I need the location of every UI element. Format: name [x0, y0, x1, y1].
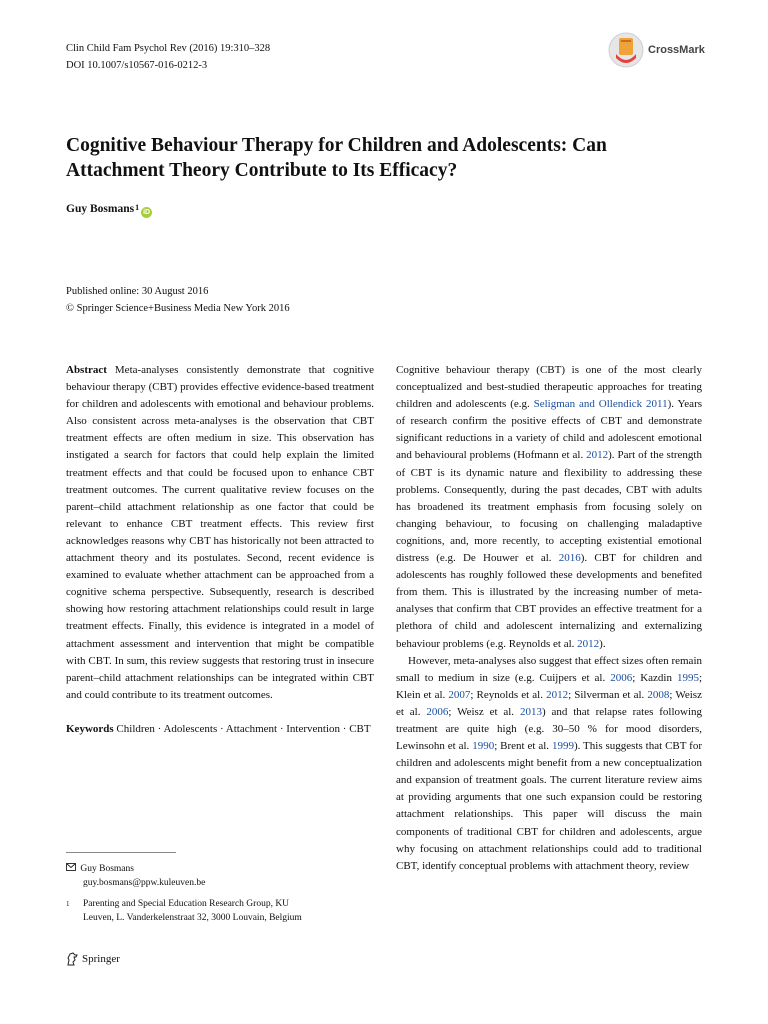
citation-link[interactable]: 2012	[577, 637, 600, 650]
crossmark-icon	[608, 32, 644, 68]
text-run: ; Reynolds et al.	[470, 688, 547, 701]
text-run: ; Brent et al.	[494, 740, 552, 753]
citation-link[interactable]: 2016	[558, 552, 581, 565]
text-run: ). Part of the strength of CBT is its dynamic nature and flexibility to addressing these problems. Consequently, during the past decades, CBT with adults has broadened its treatment emphasis from focusing solely on changing behaviour, to focusing on challenging maladaptive cognitions, and, more recently, to accepting existential emotional distress (e.g. De Houwer et al.	[396, 449, 702, 565]
citation-link[interactable]: 2008	[647, 688, 670, 701]
paragraph-1	[396, 362, 702, 653]
affil-line: Parenting and Special Education Research Group, KU	[83, 899, 290, 909]
text-run: ; Kazdin	[632, 671, 677, 684]
orcid-icon[interactable]: iD	[143, 209, 151, 216]
publisher-name: Springer	[82, 953, 120, 965]
citation-link[interactable]: 2013	[519, 705, 542, 718]
paragraph-2	[396, 653, 702, 875]
crossmark-badge[interactable]	[608, 31, 728, 69]
affil-line: Leuven, L. Vanderkelenstraat 32, 3000 Louvain, Belgium	[83, 913, 302, 923]
doi[interactable]: DOI 10.1007/s10567-016-0212-3	[66, 60, 208, 71]
contact-email[interactable]: guy.bosmans@ppw.kuleuven.be	[83, 878, 206, 888]
affiliation-footnote	[66, 897, 302, 925]
citation-link[interactable]: Seligman and Ollendick	[533, 398, 646, 411]
author-name[interactable]: Guy Bosmans	[66, 203, 135, 215]
citation-link[interactable]: 2006	[610, 671, 633, 684]
publication-info	[66, 283, 290, 317]
citation-link[interactable]: 2006	[426, 705, 449, 718]
journal-citation: Clin Child Fam Psychol Rev (2016) 19:310–328	[66, 43, 271, 54]
publisher-logo	[66, 952, 120, 966]
text-run: ) and that relapse rates following treatment are quite high (e.g. 30–50 % for mood disorders, Lewinsohn et al.	[396, 705, 702, 753]
text-run: ).	[599, 637, 606, 650]
text-run: However, meta-analyses also suggest that effect sizes often remain small to medium in size (e.g. Cuijpers et al.	[396, 654, 702, 684]
right-column	[396, 362, 702, 875]
article-title: Cognitive Behaviour Therapy for Children and Adolescents: Can Attachment Theory Contribute to Its Efficacy?	[66, 135, 607, 181]
citation-link[interactable]: 1995	[676, 671, 699, 684]
author-affil-mark: 1	[135, 203, 140, 212]
text-run: ; Silverman et al.	[568, 688, 648, 701]
footnote-divider	[66, 852, 176, 853]
author-line	[66, 203, 152, 218]
affil-mark: 1	[66, 900, 70, 908]
citation-link[interactable]: 2012	[586, 449, 609, 462]
crossmark-label: CrossMark	[648, 44, 705, 56]
left-column	[66, 362, 374, 738]
published-date: Published online: 30 August 2016	[66, 286, 209, 297]
journal-header	[66, 40, 270, 74]
text-run: ; Klein et al.	[396, 671, 702, 701]
text-run: Cognitive behaviour therapy (CBT) is one of the most clearly conceptualized and best-studied therapeutic approaches for treating children and adolescents (e.g.	[396, 364, 702, 411]
text-run: ; Weisz et al.	[396, 688, 702, 718]
citation-link[interactable]: 1990	[472, 740, 495, 753]
contact-name: Guy Bosmans	[80, 864, 134, 874]
corresponding-author	[66, 862, 205, 890]
citation-link[interactable]: 2007	[448, 688, 471, 701]
abstract-label: Abstract	[66, 364, 107, 376]
envelope-icon	[66, 862, 78, 876]
text-run: ). This suggests that CBT for children and adolescents might benefit from a new conceptualization and expansion of treatment goals. The current literature review aims at providing arguments that one such expansion could be restoring attachment relationships. This paper will discuss the main components of traditional CBT for children and adolescents, argue why focusing on attachment relationships could add to traditional CBT, identify conceptual problems with attachment theory, review	[396, 740, 702, 872]
abstract-text: Meta-analyses consistently demonstrate that cognitive behaviour therapy (CBT) provides effective evidence-based treatment for children and adolescents with emotional and behaviour problems. Also consistent across meta-analyses is the observation that CBT treatment effects are often medium in size. This observation has instigated a search for factors that could help explain the limited treatment effects and that could be focused upon to enhance CBT treatment outcomes. The current qualitative review focuses on the parent–child attachment relationship as one factor that could be relevant to enhance CBT treatment effects. This review first acknowledges reasons why CBT has historically not been attracted to attachment theory and its postulates. Second, recent evidence is examined to evaluate whether attachment can be approached from a cognitive schema perspective. Subsequently, research is described showing how restoring attachment relationships could result in large treatment effects. Finally, this evidence is integrated in a model of attachment assessment and intervention that might be compatible with CBT. In sum, this review suggests that restoring trust in insecure parent–child attachment relationships can be integrated within CBT and could contribute to its treatment outcomes.	[66, 364, 374, 701]
keywords-label: Keywords	[66, 722, 114, 735]
copyright: © Springer Science+Business Media New York 2016	[66, 303, 290, 314]
keywords-text: Children · Adolescents · Attachment · Intervention · CBT	[116, 722, 371, 735]
text-run: ). Years of research confirm the positive effects of CBT and demonstrate significant reductions in a variety of child and adolescent emotional and behavioural problems (Hofmann et al.	[396, 398, 703, 462]
keywords	[66, 721, 374, 738]
text-run: ). CBT for children and adolescents has roughly followed these developments and benefited from them. This is illustrated by the increasing number of meta-analyses that confirm that CBT provides an effective treatment for a plethora of child and adolescent internalizing and externalizing behaviour problems (e.g. Reynolds et al.	[396, 552, 703, 650]
springer-horse-icon	[66, 952, 79, 966]
text-run: ; Weisz et al.	[448, 705, 520, 718]
citation-link[interactable]: 2012	[546, 688, 569, 701]
citation-link[interactable]: 2011	[646, 398, 668, 411]
abstract	[66, 362, 374, 704]
citation-link[interactable]: 1999	[551, 740, 574, 753]
